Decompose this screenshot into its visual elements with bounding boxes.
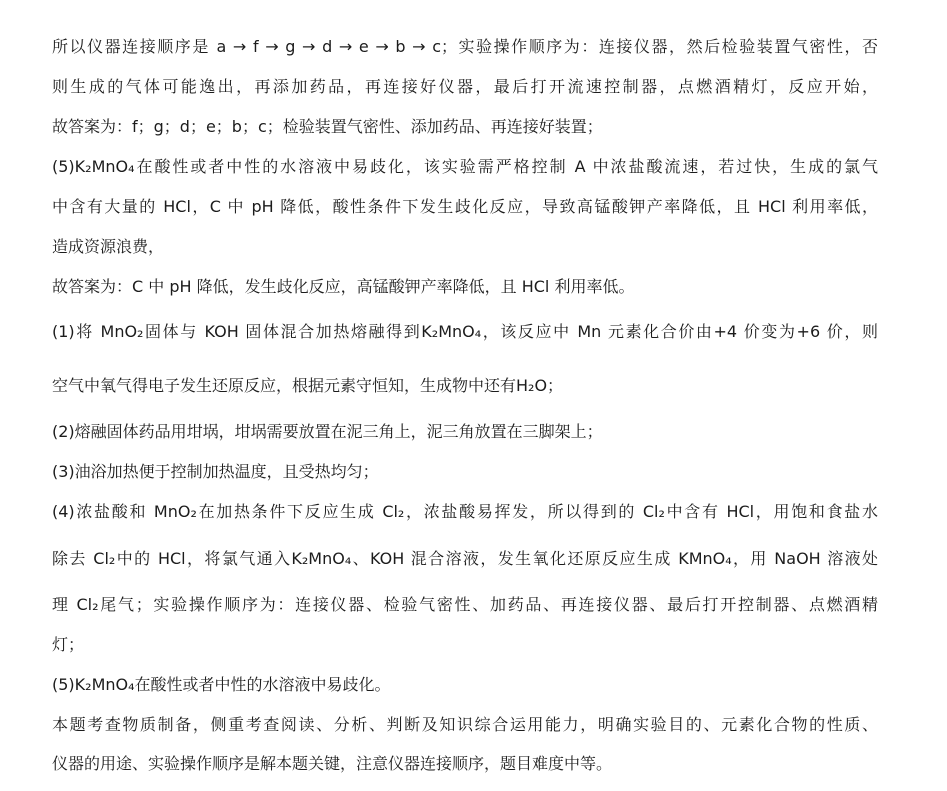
text-line-3: 故答案为：f；g；d；e；b；c；检验装置气密性、添加药品、再连接好装置； [52, 117, 603, 136]
text-line-9: 空气中氧气得电子发生还原反应，根据元素守恒知，生成物中还有H₂O； [52, 376, 564, 395]
text-line-6: 造成资源浪费， [52, 237, 165, 256]
text-line-4: (5)K₂MnO₄在酸性或者中性的水溶液中易歧化，该实验需严格控制 A 中浓盐酸流速，若过快，生成的氯气 [52, 157, 878, 176]
text-line-14: 理 Cl₂尾气；实验操作顺序为：连接仪器、检验气密性、加药品、再连接仪器、最后打开控制器、点燃酒精 [52, 595, 878, 614]
text-line-13: 除去 Cl₂中的 HCl，将氯气通入K₂MnO₄、KOH 混合溶液，发生氧化还原反应生成 KMnO₄，用 NaOH 溶液处 [52, 549, 878, 568]
text-line-11: (3)油浴加热便于控制加热温度，且受热均匀； [52, 462, 379, 481]
text-line-7: 故答案为：C 中 pH 降低，发生歧化反应，高锰酸钾产率降低，且 HCl 利用率低。 [52, 277, 635, 296]
text-line-18: 仪器的用途、实验操作顺序是解本题关键，注意仪器连接顺序，题目难度中等。 [52, 754, 613, 773]
text-line-5: 中含有大量的 HCl，C 中 pH 降低，酸性条件下发生歧化反应，导致高锰酸钾产率降低，且 HCl 利用率低， [52, 197, 878, 216]
text-line-16: (5)K₂MnO₄在酸性或者中性的水溶液中易歧化。 [52, 675, 391, 694]
text-line-15: 灯； [52, 635, 85, 654]
text-line-1: 所以仪器连接顺序是 a → f → g → d → e → b → c；实验操作顺序为：连接仪器，然后检验装置气密性，否 [52, 37, 878, 56]
text-line-17: 本题考查物质制备，侧重考查阅读、分析、判断及知识综合运用能力，明确实验目的、元素化合物的性质、 [52, 715, 878, 734]
text-line-12: (4)浓盐酸和 MnO₂在加热条件下反应生成 Cl₂，浓盐酸易挥发，所以得到的 Cl₂中含有 HCl，用饱和食盐水 [52, 502, 878, 521]
text-line-2: 则生成的气体可能逸出，再添加药品，再连接好仪器，最后打开流速控制器，点燃酒精灯，反应开始， [52, 77, 878, 96]
text-line-10: (2)熔融固体药品用坩埚，坩埚需要放置在泥三角上，泥三角放置在三脚架上； [52, 422, 603, 441]
text-line-8: (1)将 MnO₂固体与 KOH 固体混合加热熔融得到K₂MnO₄，该反应中 Mn 元素化合价由+4 价变为+6 价，则 [52, 322, 878, 341]
